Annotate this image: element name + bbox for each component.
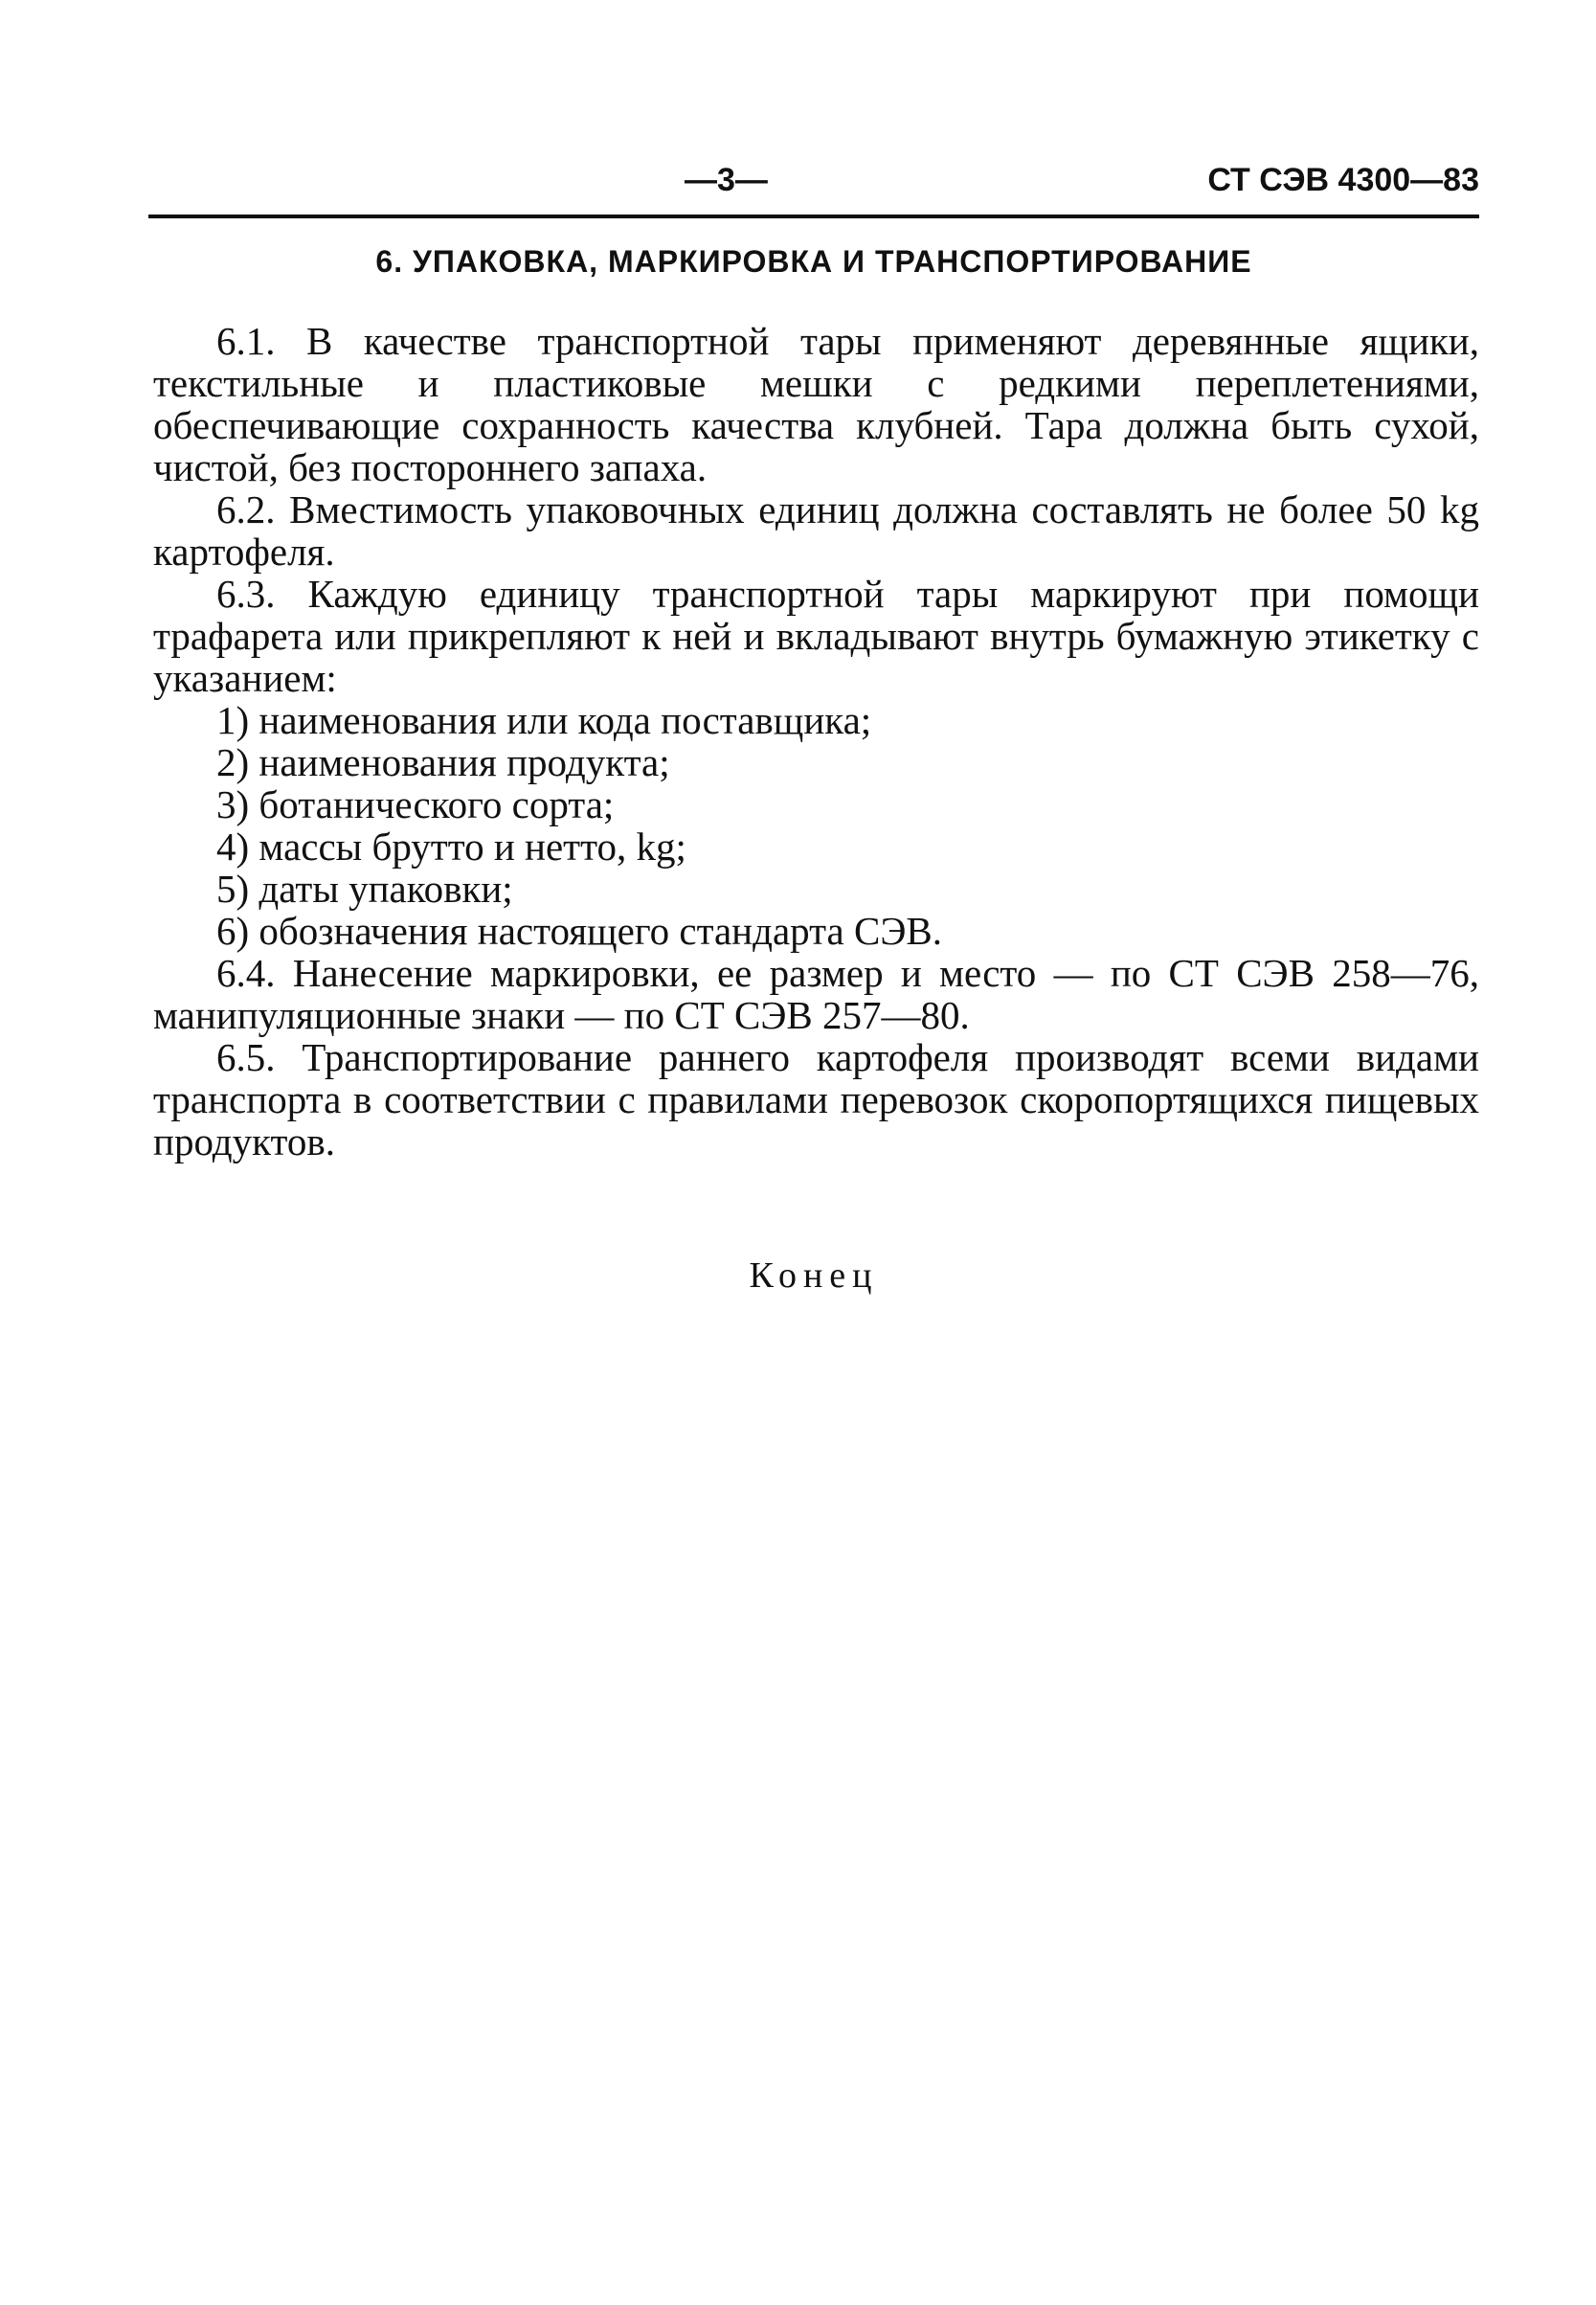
page-number: —3— [685,162,768,198]
list-item: 5) даты упаковки; [216,867,513,911]
list-item: 4) массы брутто и нетто, kg; [216,825,686,869]
clause-6-4: 6.4. Нанесение маркировки, ее размер и место — по СТ СЭВ 258—76, манипуляционные знаки — по СТ СЭВ 257—80. [153,951,1479,1037]
header-divider [148,215,1479,218]
list-item: 1) наименования или кода поставщика; [216,698,872,742]
document-code: СТ СЭВ 4300—83 [1207,162,1479,198]
document-body [153,320,1479,1163]
list-item: 2) наименования продукта; [216,740,670,784]
list-item: 6) обозначения настоящего стандарта СЭВ. [216,909,943,953]
page-header [148,153,1479,207]
end-marker: Конец [749,1255,879,1296]
clause-6-2: 6.2. Вместимость упаковочных единиц должна составлять не более 50 kg картофеля. [153,487,1479,574]
clause-6-5: 6.5. Транспортирование раннего картофеля производят всеми видами транспорта в соответствии с правилами перевозок скоропортящихся пищевых продуктов. [153,1035,1479,1164]
list-item: 3) ботанического сорта; [216,782,615,826]
section-title: 6. УПАКОВКА, МАРКИРОВКА И ТРАНСПОРТИРОВАНИЕ [375,244,1252,279]
clause-6-1: 6.1. В качестве транспортной тары применяют деревянные ящики, текстильные и пластиковые мешки с редкими переплетениями, обеспечивающие сохранность качества клубней. Тара должна быть сухой, чистой, без постороннего запаха. [153,319,1479,489]
clause-6-3: 6.3. Каждую единицу транспортной тары маркируют при помощи трафарета или прикрепляют к ней и вкладывают внутрь бумажную этикетку с указанием: [153,572,1479,700]
